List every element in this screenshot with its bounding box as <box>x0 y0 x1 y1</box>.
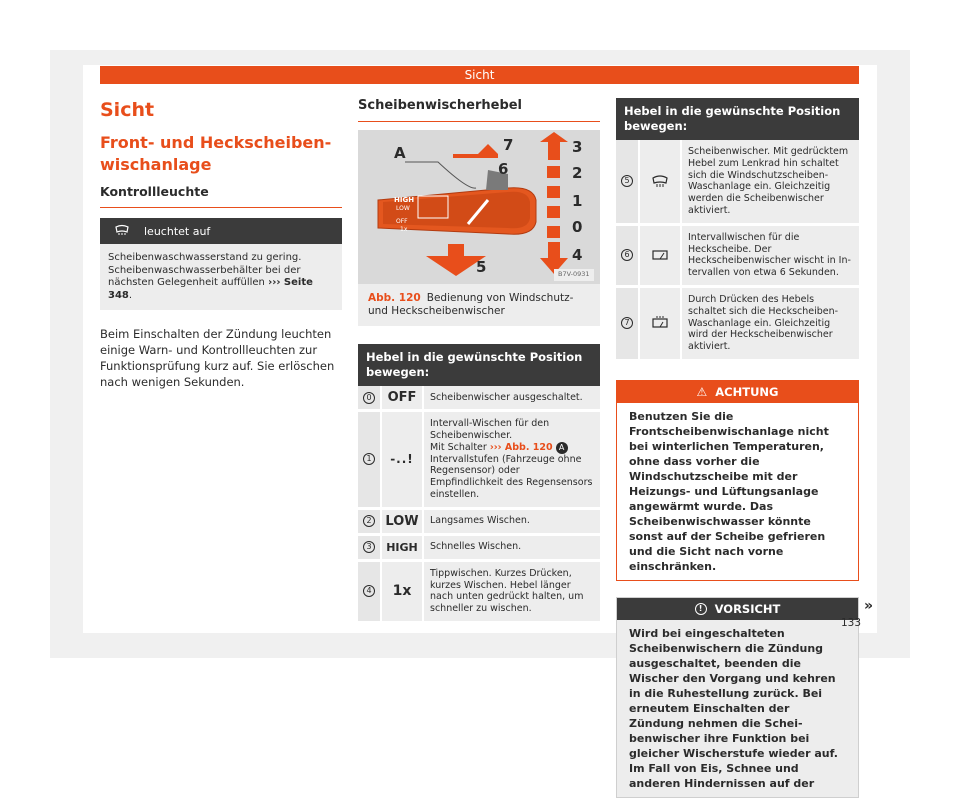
table-row <box>358 386 600 412</box>
indicator-table-header <box>100 218 342 244</box>
page-number: 133 <box>841 617 862 629</box>
figure-label-a: A <box>394 144 406 162</box>
lever-label-high: HIGH <box>394 196 415 204</box>
row-text-line: Mit Schalter <box>430 441 487 453</box>
figure-caption <box>358 284 600 326</box>
column-3 <box>616 98 862 798</box>
row-text: Schnelles Wischen. <box>422 536 600 559</box>
figure-caption-text: Bedienung von Windschutz- und Heckscheibenwischer <box>368 292 574 317</box>
row-text: Tippwischen. Kurzes Drücken, kurzes Wischen. Hebel länger nach unten gedrückt halten, um schneller zu wischen. <box>422 562 600 621</box>
rear-interval-wipe-icon <box>638 226 680 285</box>
caution-header <box>617 598 858 620</box>
column-2 <box>358 98 600 624</box>
position-number: 4 <box>363 585 375 597</box>
figure-label-0: 0 <box>572 218 583 236</box>
row-text-line: Intervall-Wischen für den Scheibenwischer. <box>430 418 550 441</box>
position-number: 6 <box>621 249 633 261</box>
table-row <box>358 412 600 510</box>
figure-label-6: 6 <box>498 160 509 178</box>
washer-fluid-icon <box>100 224 144 239</box>
page-reference-link[interactable]: ››› Seite 348 <box>108 277 313 301</box>
position-number: 5 <box>621 175 633 187</box>
figure-label-4: 4 <box>572 246 583 264</box>
figure-caption-label: Abb. 120 <box>368 292 421 304</box>
figure-label-7: 7 <box>503 136 514 154</box>
warning-triangle-icon: ⚠ <box>696 384 708 399</box>
position-number: 7 <box>621 317 633 329</box>
table-row <box>616 226 859 288</box>
row-text <box>422 412 600 507</box>
lever-label-off: OFF <box>396 218 408 225</box>
position-number: 3 <box>363 541 375 553</box>
column-1 <box>100 98 342 390</box>
row-text: Durch Drücken des Hebels schaltet sich die Heckscheiben-Waschanlage ein. Gleichzeitig wird der Heckscheibenwischer aktiviert. <box>680 288 859 359</box>
low-symbol: LOW <box>380 510 422 533</box>
caution-title: VORSICHT <box>714 601 781 616</box>
figure-label-5: 5 <box>476 258 487 276</box>
position-number: 2 <box>363 515 375 527</box>
rear-positions-table-header: Hebel in die gewünschte Position bewegen: <box>616 98 859 140</box>
indicator-text: Scheibenwaschwasserstand zu gering. Scheibenwaschwasserbehälter bei der nächsten Gelegenheit auffüllen <box>108 252 302 288</box>
table-row <box>358 536 600 562</box>
figure-label-3: 3 <box>572 138 583 156</box>
table-row <box>358 562 600 624</box>
figure-reference-link[interactable]: ››› Abb. 120 <box>489 441 553 453</box>
interval-symbol: -..! <box>380 412 422 507</box>
row-text: Intervallwischen für die Heckscheibe. Der Heckscheibenwischer wischt in Intervallen von etwa 6 Sekunden. <box>680 226 859 285</box>
continue-marker: » <box>864 598 874 614</box>
lever-label-low: LOW <box>396 205 410 212</box>
section-header: Sicht <box>100 66 859 84</box>
lever-label-1x: 1x <box>400 226 408 233</box>
table-row <box>616 288 859 362</box>
wiper-lever-heading: Scheibenwischerhebel <box>358 98 600 122</box>
rear-washer-icon <box>638 288 680 359</box>
high-symbol: HIGH <box>380 536 422 559</box>
subsection-title: Kontrollleuchte <box>100 184 342 208</box>
caution-box <box>616 597 862 798</box>
page-title: Sicht <box>100 99 155 121</box>
indicator-description: Scheibenwaschwasserstand zu gering. Scheibenwaschwasserbehälter bei der nächsten Gelegenheit auffüllen ››› Seite 348. <box>100 244 342 310</box>
positions-table-header: Hebel in die gewünschte Position bewegen: <box>358 344 600 386</box>
warning-title: ACHTUNG <box>715 384 779 399</box>
intro-paragraph: Beim Einschalten der Zündung leuchten einige Warn- und Kontrollleuchten zur Funktionsprüfung kurz auf. Sie erlöschen nach wenigen Sekunden. <box>100 327 335 389</box>
row-text-line: Intervallstufen (Fahrzeuge ohne Regensensor) oder Empfindlichkeit des Regensensors einstellen. <box>430 453 593 500</box>
section-title: Front- und Heckscheiben-wischanlage <box>100 133 332 174</box>
figure-code: B7V-0931 <box>558 270 590 278</box>
info-circle-icon: ! <box>695 603 707 615</box>
figure-label-1: 1 <box>572 192 583 210</box>
position-number: 1 <box>363 453 375 465</box>
windscreen-washer-icon <box>638 140 680 223</box>
position-number: 0 <box>363 392 375 404</box>
switch-a-icon: A <box>556 442 568 454</box>
caution-text: Wird bei eingeschalteten Scheibenwischern die Zündung ausgeschaltet, beenden die Wischer den Vorgang und kehren in die Ruhestellung zurück. Bei erneutem Einschalten der Zündung nehmen die Scheibenwischer ihre Funktion bei gleicher Wischerstufe wieder auf. Im Fall von Eis, Schnee und anderen Hindernissen auf der <box>617 620 858 797</box>
wiper-lever-figure <box>358 130 600 284</box>
warning-header <box>617 381 858 403</box>
row-text: Scheibenwischer ausgeschaltet. <box>422 386 600 409</box>
row-text: Langsames Wischen. <box>422 510 600 533</box>
single-wipe-symbol: 1x <box>380 562 422 621</box>
table-row <box>616 140 859 226</box>
warning-box <box>616 380 859 581</box>
figure-label-2: 2 <box>572 164 583 182</box>
off-symbol: OFF <box>380 386 422 409</box>
row-text: Scheibenwischer. Mit gedrücktem Hebel zum Lenkrad hin schaltet sich die Windschutzscheiben-Waschanlage ein. Gleichzeitig werden die Scheibenwischer aktiviert. <box>680 140 859 223</box>
warning-text: Benutzen Sie die Frontscheibenwischanlage nicht bei winterlichen Temperaturen, ohne dass vorher die Windschutzscheibe mit der Heizungs- und Lüftungsanlage angewärmt wurde. Das Scheibenwischwasser könnte sonst auf der Scheibe gefrieren und die Sicht nach vorne einschränken. <box>629 409 829 573</box>
indicator-header-label: leuchtet auf <box>144 224 211 238</box>
table-row <box>358 510 600 536</box>
